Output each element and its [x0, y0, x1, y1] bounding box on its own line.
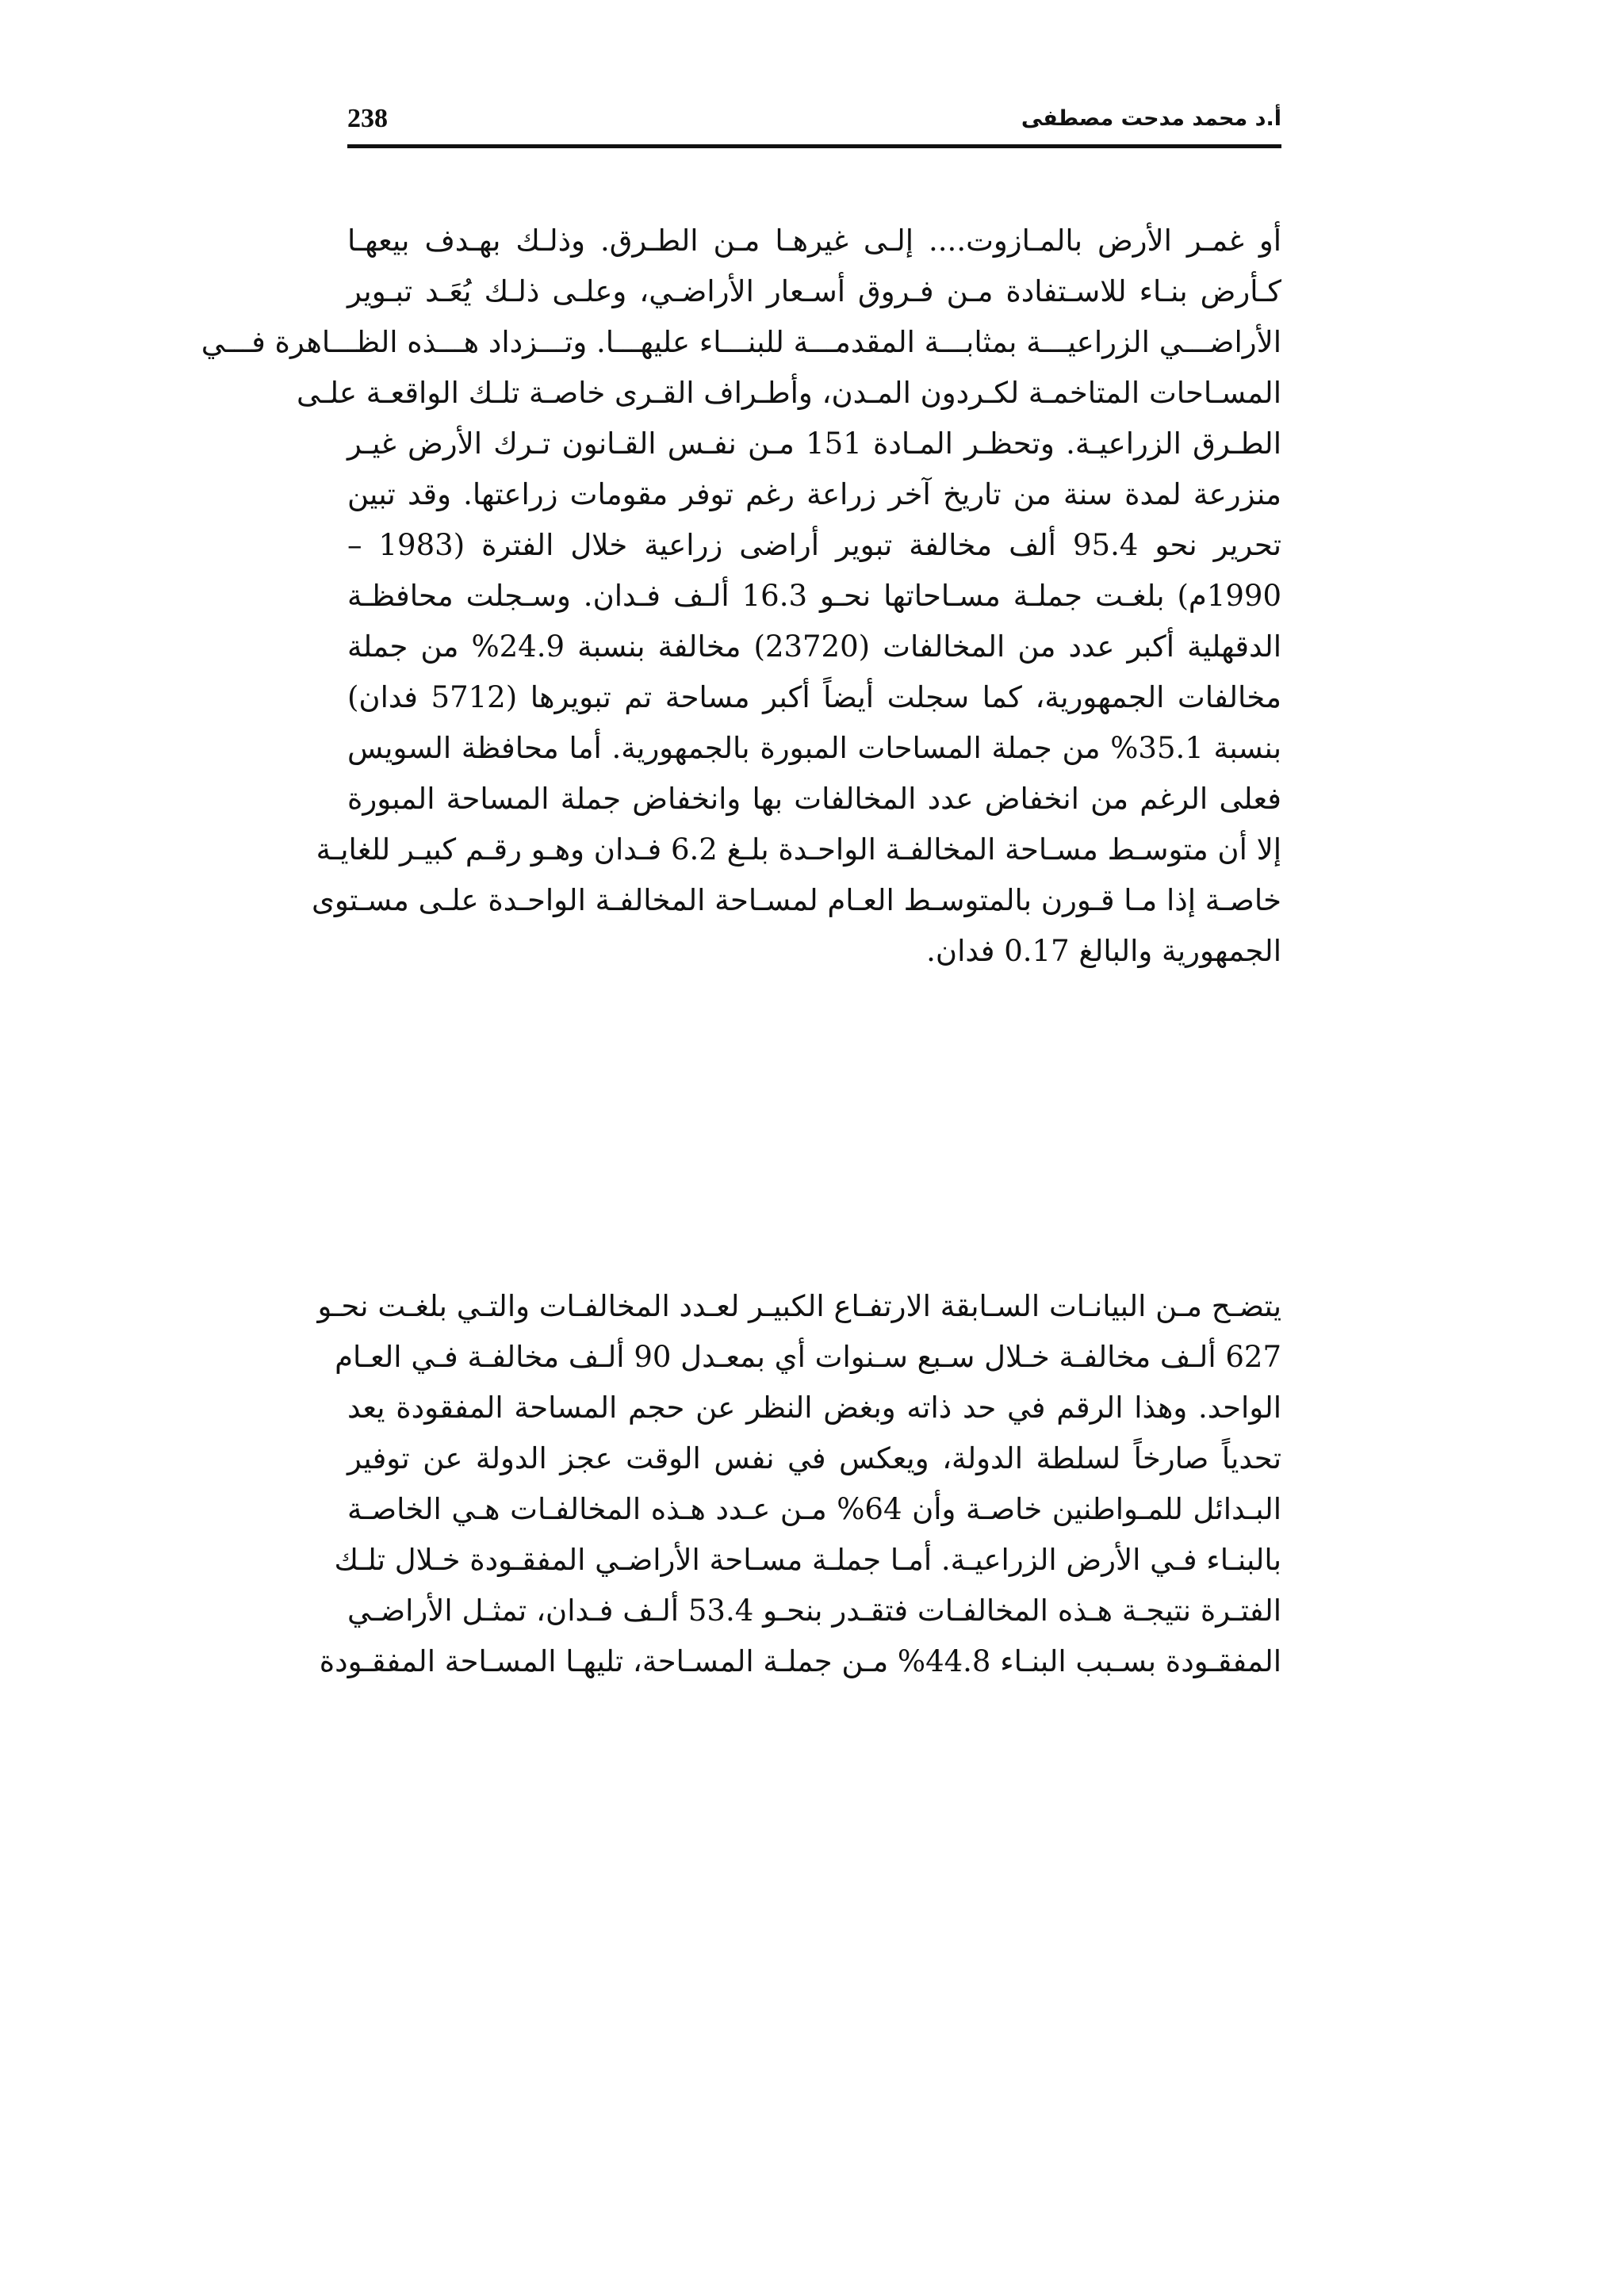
text-line: المسـاحات المتاخمـة لكـردون المـدن، وأطـراف القـرى خاصـة تلـك الواقعـة علـى — [297, 376, 1281, 410]
text-line: 627 ألـف مخالفـة خـلال سـبع سـنوات أي بمعـدل 90 ألـف مخالفـة فـي العـام — [335, 1340, 1281, 1374]
text-line: كـأرض بنـاء للاسـتفادة مـن فـروق أسـعار الأراضـي، وعلـى ذلـك يُعَـد تبـوير — [347, 274, 1281, 308]
page-header — [347, 95, 1281, 151]
text-line: الواحد. وهذا الرقم في حد ذاته وبغض النظر عن حجم المساحة المفقودة يعد — [347, 1391, 1281, 1425]
text-line: بالبنـاء فـي الأرض الزراعيـة. أمـا جملـة مسـاحة الأراضـي المفقـودة خـلال تلـك — [334, 1543, 1281, 1577]
text-line: فعلى الرغم من انخفاض عدد المخالفات بها وانخفاض جملة المساحة المبورة — [347, 782, 1281, 816]
text-line: 1990م) بلغـت جملـة مسـاحاتها نحـو 16.3 ألـف فـدان. وسـجلت محافظـة — [347, 579, 1281, 613]
text-line: تحدياً صارخاً لسلطة الدولة، ويعكس في نفس الوقت عجز الدولة عن توفير — [347, 1441, 1281, 1475]
header-rule — [347, 144, 1281, 148]
text-line: تحرير نحو 95.4 ألف مخالفة تبوير أراضى زراعية خلال الفترة (1983 – — [347, 528, 1281, 562]
text-line: إلا أن متوسـط مسـاحة المخالفـة الواحـدة بلـغ 6.2 فـدان وهـو رقـم كبيـر للغايـة — [316, 832, 1281, 867]
paragraph-2 — [317, 1281, 1281, 1687]
text-line: يتضـح مـن البيانـات السـابقة الارتفـاع الكبيـر لعـدد المخالفـات والتـي بلغـت نحـو — [317, 1289, 1281, 1323]
text-line: أو غمـر الأرض بالمـازوت.... إلـى غيرهـا مـن الطـرق. وذلـك بهـدف بيعهـا — [347, 224, 1281, 258]
text-line: الطـرق الزراعيـة. وتحظـر المـادة 151 مـن نفـس القـانون تـرك الأرض غيـر — [347, 427, 1281, 461]
text-line: الدقهلية أكبر عدد من المخالفات (23720) مخالفة بنسبة 24.9% من جملة — [347, 629, 1282, 664]
running-head-author: أ.د محمد مدحت مصطفى — [1021, 106, 1281, 131]
text-line: الأراضـــي الزراعيـــة بمثابـــة المقدمـــة للبنـــاء عليهـــا. وتـــزداد هـــذه الظـــاهرة فـــي — [201, 325, 1281, 359]
paragraph-1 — [201, 216, 1282, 977]
text-line: المفقـودة بسـبب البنـاء 44.8% مـن جملـة المسـاحة، تليهـا المسـاحة المفقـودة — [319, 1644, 1281, 1678]
text-line: الفتـرة نتيجـة هـذه المخالفـات فتقـدر بنحـو 53.4 ألـف فـدان، تمثـل الأراضـي — [347, 1594, 1281, 1628]
page-number: 238 — [347, 104, 388, 133]
text-line: منزرعة لمدة سنة من تاريخ آخر زراعة رغم توفر مقومات زراعتها. وقد تبين — [347, 477, 1281, 511]
text-line: بنسبة 35.1% من جملة المساحات المبورة بالجمهورية. أما محافظة السويس — [347, 731, 1281, 765]
text-line: الجمهورية والبالغ 0.17 فدان. — [926, 934, 1281, 968]
text-line: مخالفات الجمهورية، كما سجلت أيضاً أكبر مساحة تم تبويرها (5712 فدان) — [347, 680, 1281, 714]
text-line: البـدائل للمـواطنين خاصـة وأن 64% مـن عـدد هـذه المخالفـات هـي الخاصـة — [347, 1492, 1281, 1526]
text-line: خاصـة إذا مـا قـورن بالمتوسـط العـام لمسـاحة المخالفـة الواحـدة علـى مسـتوى — [311, 883, 1281, 917]
